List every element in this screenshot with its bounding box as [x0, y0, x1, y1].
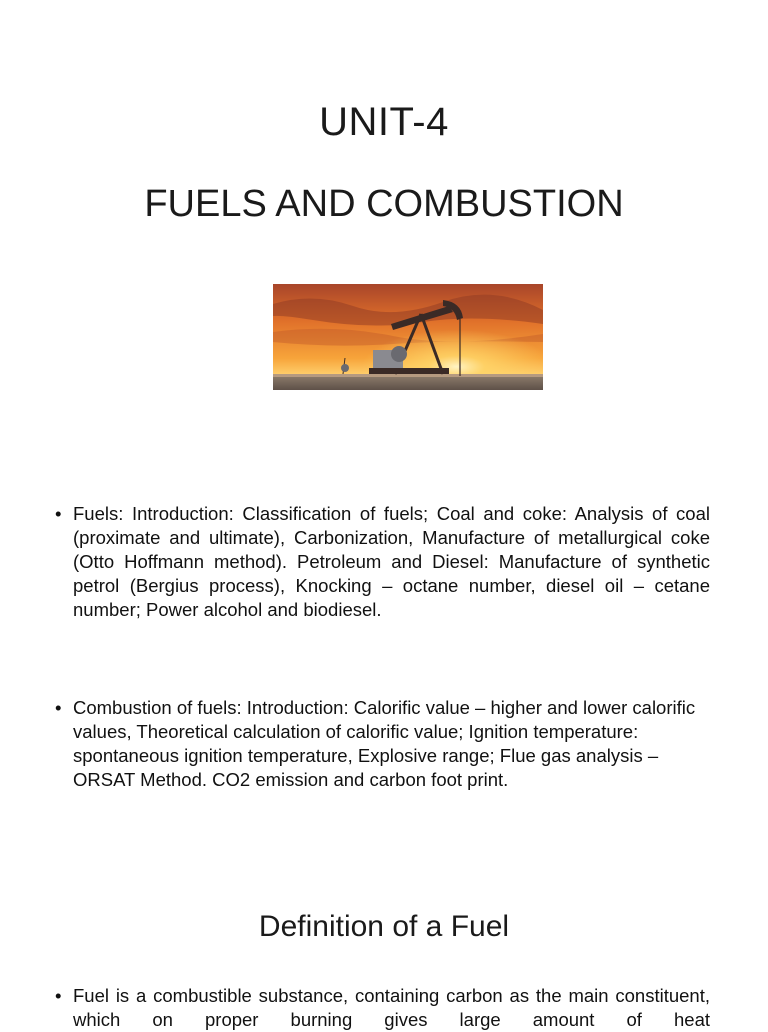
bullet-fuels-syllabus: [55, 502, 710, 622]
slide-title-unit: UNIT-4: [319, 100, 449, 144]
bullet-dot: •: [55, 503, 62, 524]
bullet-text: Combustion of fuels: Introduction: Calorific value – higher and lower calorific values, Theoretical calculation of calorific value; Ignition temperature: spontaneous ignition temperature, Explosive range; Flue gas analysis – ORSAT Method. CO2 emission and carbon foot print.: [73, 697, 696, 790]
bullet-text: Fuel is a combustible substance, containing carbon as the main constituent, which on proper burning gives large amount of heat: [73, 985, 710, 1030]
slide-subtitle: FUELS AND COMBUSTION: [144, 183, 624, 225]
bullet-combustion-syllabus: [55, 696, 710, 792]
bullet-dot: •: [55, 985, 62, 1006]
slide-title-definition: Definition of a Fuel: [258, 910, 510, 943]
bullet-text: Fuels: Introduction: Classification of fuels; Coal and coke: Analysis of coal (proximate and ultimate), Carbonization, Manufacture of metallurgical coke (Otto Hoffmann method). Petroleum and Diesel: Manufacture of synthetic petrol (Bergius process), Knocking – octane number, diesel oil – cetane number; Power alcohol and biodiesel.: [73, 503, 710, 620]
bullet-dot: •: [55, 697, 62, 718]
oil-pump-sunset-image: [273, 284, 543, 390]
bullet-fuel-definition: [55, 984, 710, 1032]
